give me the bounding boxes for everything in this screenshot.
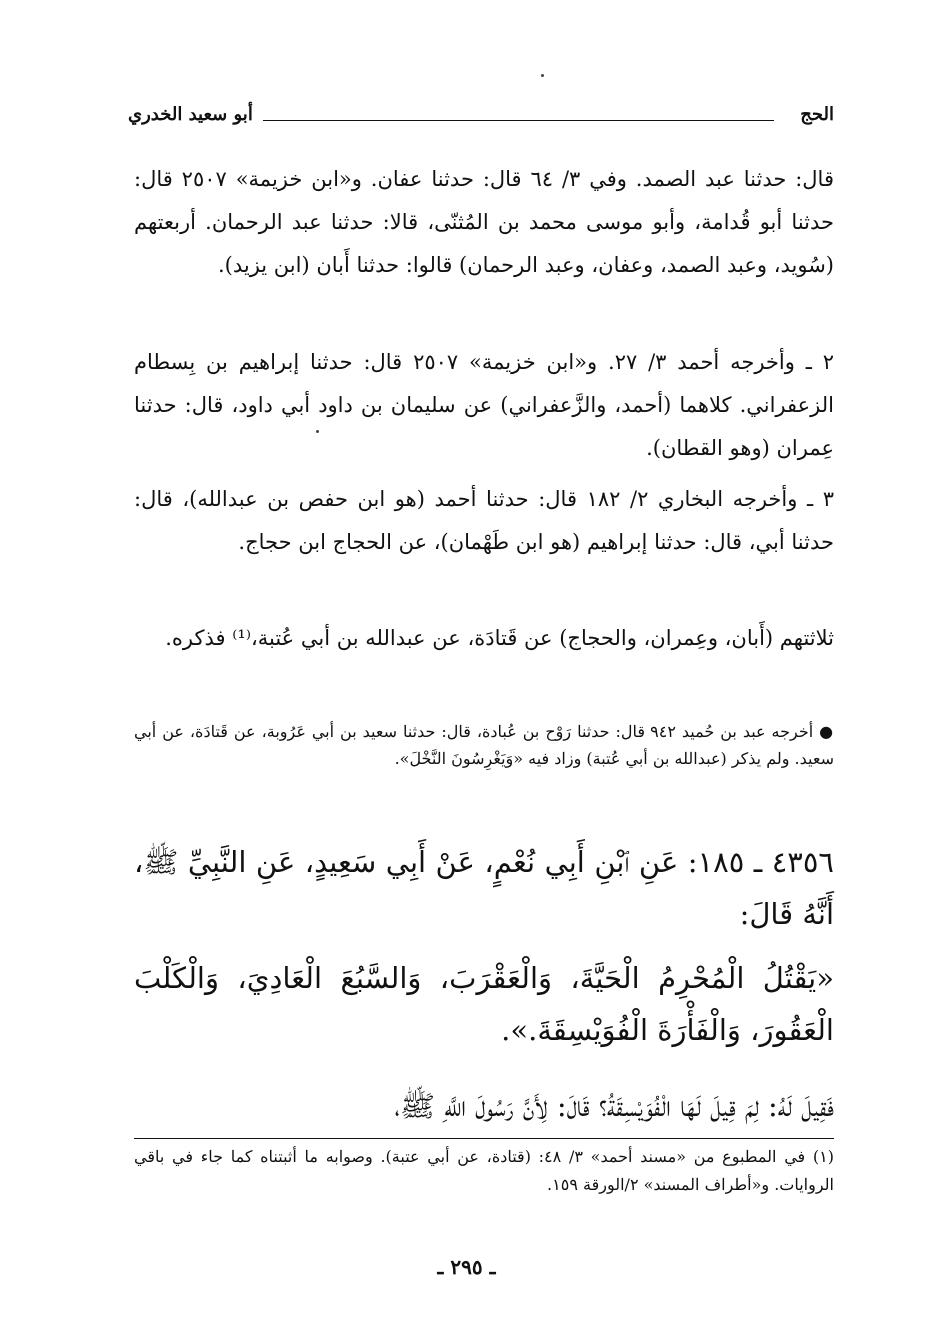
additional-note: ● أخرجه عبد بن حُميد ٩٤٢ قال: حدثنا رَوْح بن عُبادة، قال: حدثنا سعيد بن أبي عَرُوبة، عن قَتادَة، عن أبي سعيد. ولم يذكر (عبدالله بن أبي عُتبة) وزاد فيه «وَيَغْرِسُونَ النَّخْلَ». <box>134 722 834 768</box>
running-header <box>128 100 834 134</box>
paragraph-2: ٢ ـ وأخرجه أحمد ٣/ ٢٧. و«ابن خزيمة» ٢٥٠٧ قال: حدثنا إبراهيم بن بِسطام الزعفراني. كلاهما (أحمد، والزَّعفراني) عن سليمان بن داود أبي داود، قال: حدثنا عِمران (وهو القطان). <box>134 350 834 460</box>
page-number: ـ ٢٩٥ ـ <box>437 1255 496 1279</box>
header-companion-name: أبو سعيد الخدري <box>128 104 253 125</box>
speck-mark <box>541 74 544 77</box>
header-rule <box>263 120 774 121</box>
hadith-heading: ٤٣٥٦ ـ ١٨٥: عَنِ ٱبْنِ أَبِي نُعْمٍ، عَنْ أَبِي سَعِيدٍ، عَنِ النَّبِيِّ ﷺ، أَنَّهُ قَالَ: <box>134 845 835 931</box>
paragraph-3: ٣ ـ وأخرجه البخاري ٢/ ١٨٢ قال: حدثنا أحمد (هو ابن حفص بن عبدالله)، قال: حدثنا أبي، قال: حدثنا إبراهيم (هو ابن طَهْمان)، عن الحجاج ابن حجاج. <box>134 487 834 554</box>
footnote-rule <box>134 1138 834 1139</box>
speck-mark <box>316 430 319 433</box>
footnote: (١) في المطبوع من «مسند أحمد» ٣/ ٤٨: (قتادة، عن أبي عتبة). وصوابه ما أثبتناه كما جاء في باقي الروايات. و«أطراف المسند» ٢/الورقة ١٥٩. <box>134 1147 835 1194</box>
paragraph-1: قال: حدثنا عبد الصمد. وفي ٣/ ٦٤ قال: حدثنا عفان. و«ابن خزيمة» ٢٥٠٧ قال: حدثنا أبو قُدامة، وأبو موسى محمد بن المُثنّى، قالا: حدثنا عبد الرحمان. أربعتهم (سُويد، وعبد الصمد، وعفان، وعبد الرحمان) قالوا: حدثنا أَبان (ابن يزيد). <box>134 167 834 277</box>
hadith-text: «يَقْتُلُ الْمُحْرِمُ الْحَيَّةَ، وَالْعَقْرَبَ، وَالسَّبُعَ الْعَادِيَ، وَالْكَلْبَ الْعَقُورَ، وَالْفَأْرَةَ الْفُوَيْسِقَةَ.». <box>134 961 834 1047</box>
hadith-continuation: فَقِيلَ لَهُ: لِمَ قِيلَ لَهَا الْفُوَيْسِقَةُ؟ قَالَ: لِأَنَّ رَسُولَ اللَّهِ ﷺ، <box>394 1089 834 1123</box>
header-chapter-title: الحج <box>800 104 834 125</box>
paragraph-4: ثلاثتهم (أَبان، وعِمران، والحجاج) عن قَتادَة، عن عبدالله بن أبي عُتبة،⁽¹⁾ فذكره. <box>165 626 834 650</box>
